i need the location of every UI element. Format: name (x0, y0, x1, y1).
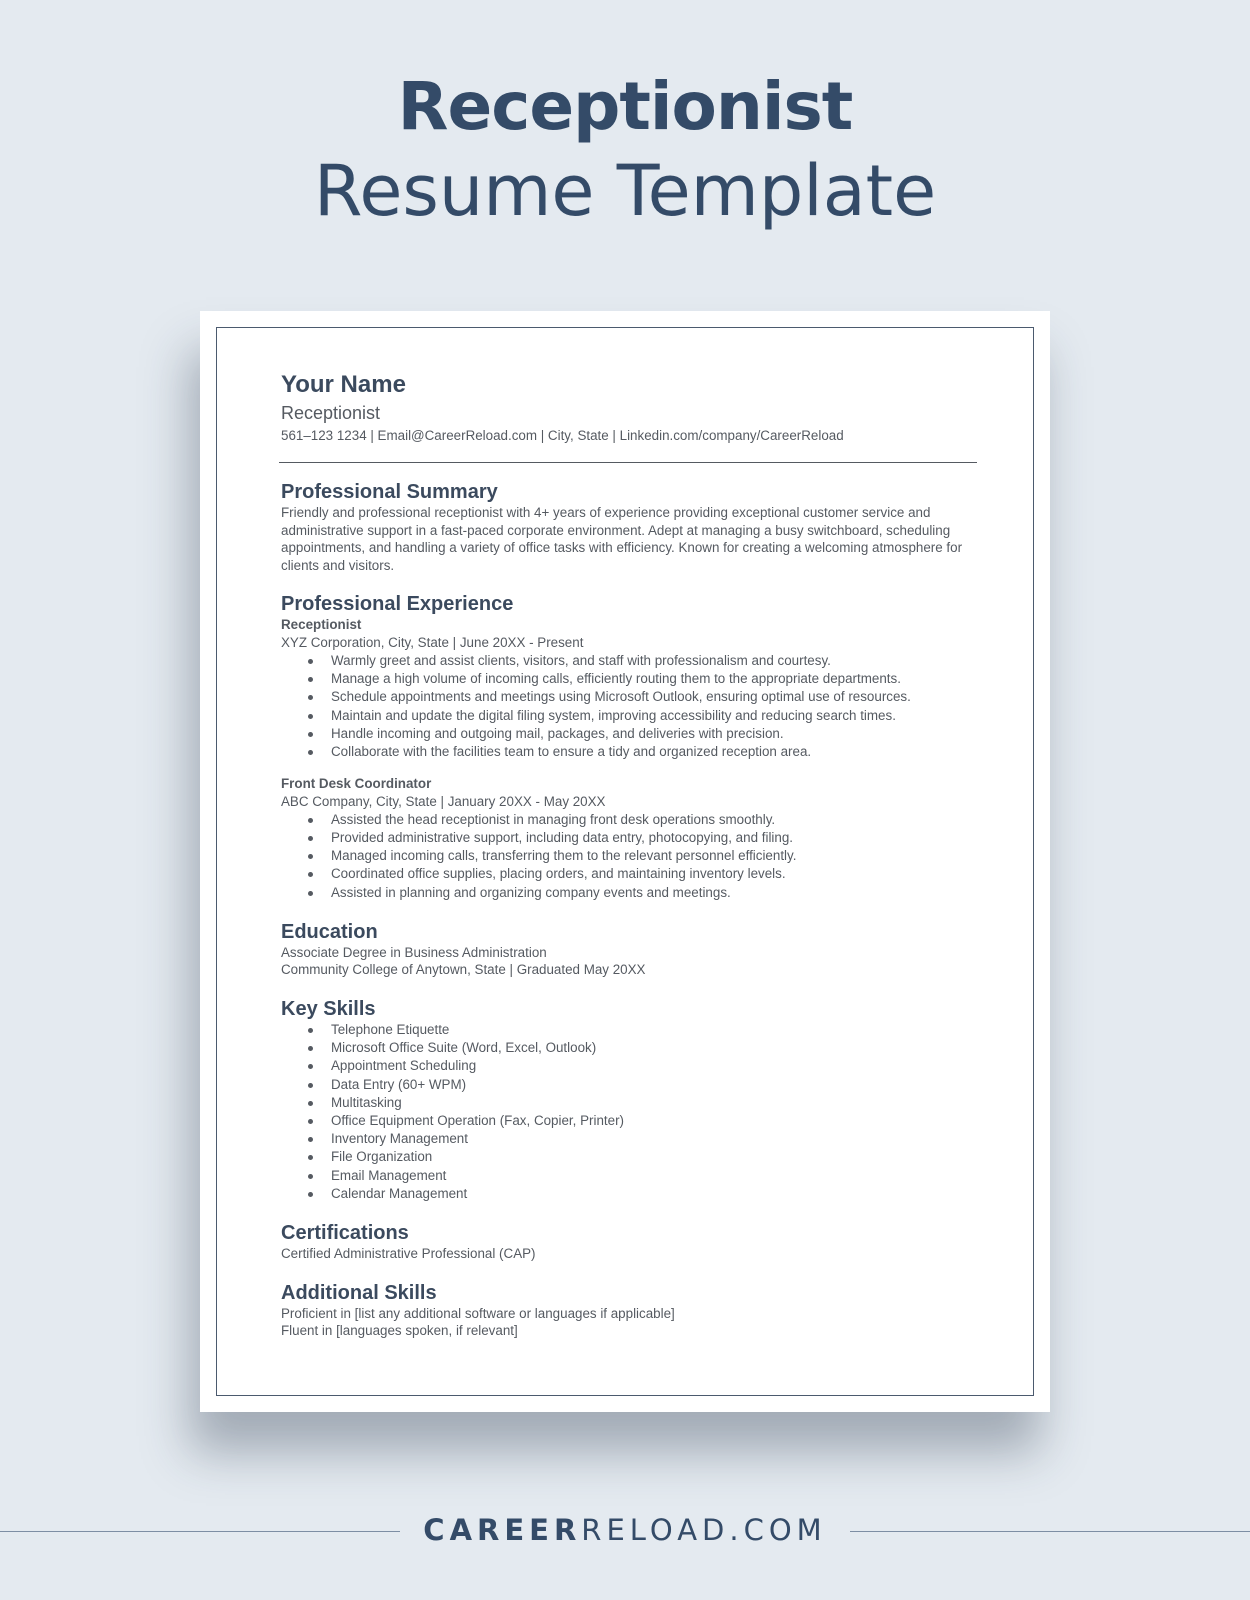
footer-divider-left (0, 1531, 400, 1532)
list-item: Appointment Scheduling (331, 1057, 975, 1075)
additional-skill-line: Fluent in [languages spoken, if relevant] (281, 1323, 518, 1339)
education-school: Community College of Anytown, State | Graduated May 20XX (281, 962, 646, 978)
job-entry (281, 616, 975, 761)
list-item: Multitasking (331, 1094, 975, 1112)
job-bullets (281, 652, 975, 761)
list-item: Office Equipment Operation (Fax, Copier, Printer) (331, 1112, 975, 1130)
header-divider (279, 462, 977, 463)
list-item: Assisted in planning and organizing company events and meetings. (331, 884, 975, 902)
skills-heading: Key Skills (281, 997, 376, 1020)
list-item: Maintain and update the digital filing system, improving accessibility and reducing search times. (331, 707, 975, 725)
skills-list (281, 1021, 975, 1203)
list-item: Email Management (331, 1167, 975, 1185)
brand-light-text: RELOAD.COM (581, 1513, 827, 1547)
list-item: Calendar Management (331, 1185, 975, 1203)
list-item: Warmly greet and assist clients, visitors, and staff with professionalism and courtesy. (331, 652, 975, 670)
list-item: Assisted the head receptionist in managing front desk operations smoothly. (331, 811, 975, 829)
list-item: Managed incoming calls, transferring them to the relevant personnel efficiently. (331, 847, 975, 865)
education-heading: Education (281, 920, 378, 943)
certifications-heading: Certifications (281, 1222, 409, 1245)
resume-role: Receptionist (281, 403, 381, 423)
list-item: Provided administrative support, including data entry, photocopying, and filing. (331, 829, 975, 847)
additional-skill-line: Proficient in [list any additional software or languages if applicable] (281, 1305, 675, 1321)
experience-heading: Professional Experience (281, 593, 514, 616)
resume-name: Your Name (281, 371, 406, 398)
list-item: File Organization (331, 1148, 975, 1166)
list-item: Schedule appointments and meetings using Microsoft Outlook, ensuring optimal use of resources. (331, 688, 975, 706)
summary-heading: Professional Summary (281, 481, 498, 503)
job-title: Front Desk Coordinator (281, 776, 432, 792)
list-item: Manage a high volume of incoming calls, efficiently routing them to the appropriate departments. (331, 670, 975, 688)
job-title: Receptionist (281, 617, 362, 633)
list-item: Data Entry (60+ WPM) (331, 1076, 975, 1094)
certification-text: Certified Administrative Professional (CAP) (281, 1246, 536, 1262)
resume-contact: 561–123 1234 | Email@CareerReload.com | City, State | Linkedin.com/company/CareerReload (281, 428, 844, 443)
resume-page (200, 311, 1050, 1412)
job-bullets (281, 811, 975, 902)
brand-bold-text: CAREER (423, 1513, 582, 1547)
banner-title-light: Resume Template (313, 150, 937, 232)
job-meta: XYZ Corporation, City, State | June 20XX - Present (281, 635, 584, 651)
resume-content (281, 369, 975, 1340)
education-degree: Associate Degree in Business Administration (281, 944, 547, 960)
list-item: Microsoft Office Suite (Word, Excel, Outlook) (331, 1039, 975, 1057)
list-item: Coordinated office supplies, placing orders, and maintaining inventory levels. (331, 865, 975, 883)
list-item: Handle incoming and outgoing mail, packages, and deliveries with precision. (331, 725, 975, 743)
footer-divider-right (850, 1531, 1250, 1532)
summary-text: Friendly and professional receptionist with 4+ years of experience providing exceptional customer service and administrative support in a fast-paced corporate environment. Adept at managing a busy switchboard, scheduling appointments, and handling a variety of office tasks with efficiency. Known for creating a welcoming atmosphere for clients and visitors. (281, 505, 963, 573)
list-item: Inventory Management (331, 1130, 975, 1148)
banner-title-bold: Receptionist (397, 68, 853, 145)
footer-brand-logo[interactable] (400, 1512, 850, 1548)
list-item: Telephone Etiquette (331, 1021, 975, 1039)
job-meta: ABC Company, City, State | January 20XX - May 20XX (281, 794, 606, 810)
additional-skills-heading: Additional Skills (281, 1281, 437, 1304)
job-entry (281, 775, 975, 902)
list-item: Collaborate with the facilities team to ensure a tidy and organized reception area. (331, 743, 975, 761)
